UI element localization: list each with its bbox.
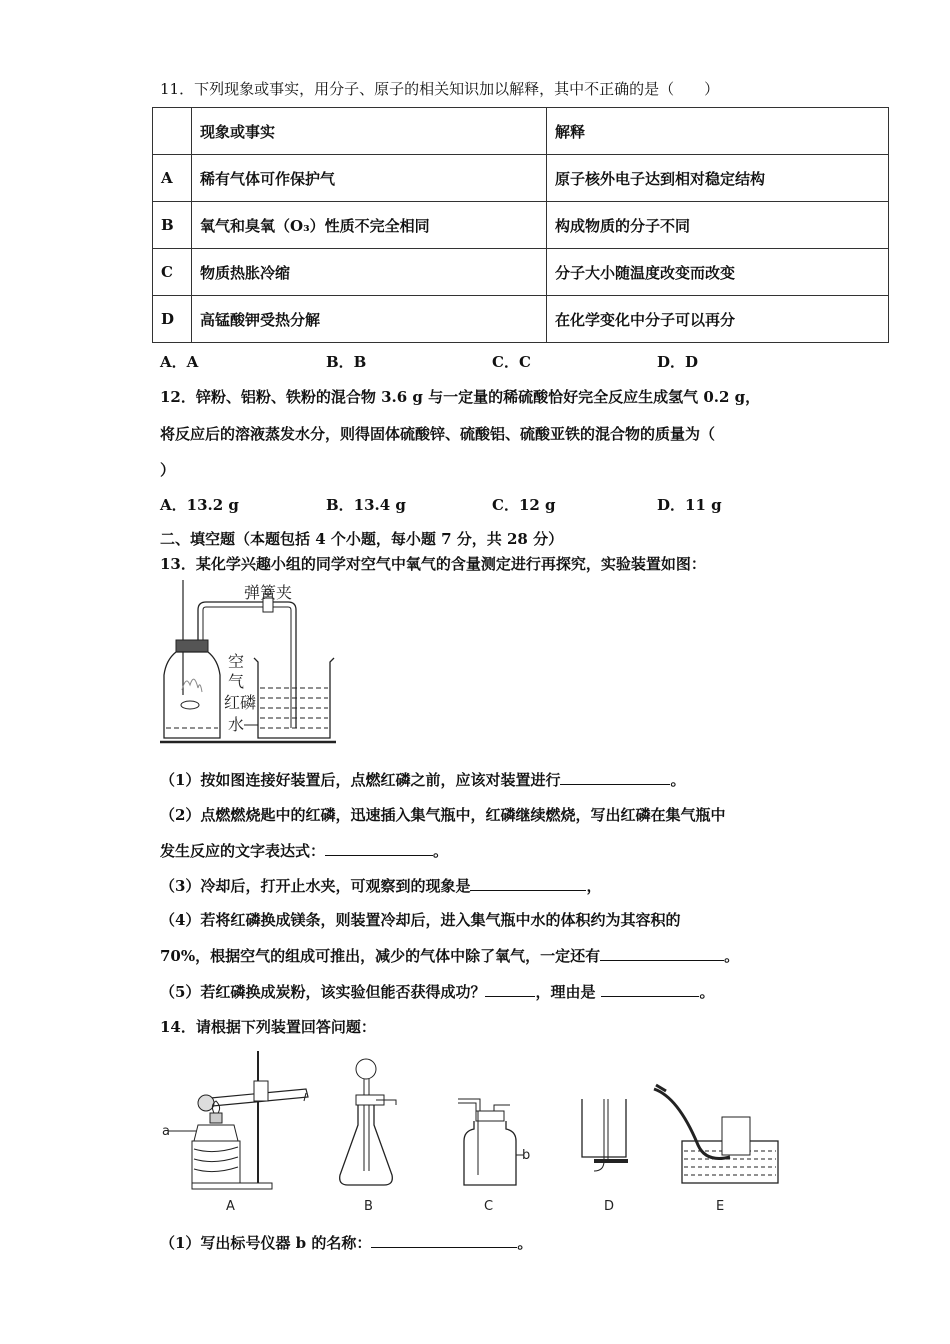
section-heading: 二、填空题（本题包括 4 个小题，每小题 7 分，共 28 分）	[160, 530, 564, 548]
apparatus-d	[582, 1099, 628, 1171]
q13-p2b	[160, 840, 448, 861]
q14-apparatus-figure	[158, 1045, 788, 1217]
q13-p3-end: ，	[586, 877, 602, 895]
q13-p3-text: （3）冷却后，打开止水夹，可观察到的现象是	[160, 877, 471, 895]
combustion-spoon	[181, 701, 199, 709]
table-header: 解释	[547, 108, 889, 155]
q13-p5	[160, 981, 714, 1002]
table-cell: D	[153, 296, 192, 343]
q13-p1	[160, 769, 685, 790]
beaker-water	[260, 688, 328, 728]
table-row	[153, 108, 889, 155]
table-cell: B	[153, 202, 192, 249]
gas-bottle	[164, 652, 220, 738]
answer-blank[interactable]	[601, 982, 699, 997]
table-row	[153, 296, 889, 343]
figure-label-d: D	[604, 1199, 615, 1214]
q12-option-d[interactable]: D．11 g	[657, 496, 722, 514]
table-cell: 分子大小随温度改变而改变	[547, 249, 889, 296]
apparatus-a	[168, 1051, 308, 1189]
q13-p4a: （4）若将红磷换成镁条，则装置冷却后，进入集气瓶中水的体积约为其容积的	[160, 911, 681, 929]
table-cell: 物质热胀冷缩	[192, 249, 547, 296]
apparatus-e	[654, 1085, 778, 1183]
q13-p2b-text: 发生反应的文字表达式：	[160, 842, 326, 860]
q13-p4b	[160, 945, 739, 966]
q14-p1-text: （1）写出标号仪器 b 的名称：	[160, 1234, 372, 1252]
q13-p4-end: 。	[724, 947, 740, 965]
table-cell: 构成物质的分子不同	[547, 202, 889, 249]
q11-option-c[interactable]: C．C	[492, 353, 531, 371]
table-cell: 高锰酸钾受热分解	[192, 296, 547, 343]
label-a-marker: a	[162, 1124, 170, 1139]
table-cell: 稀有气体可作保护气	[192, 155, 547, 202]
answer-blank[interactable]	[325, 841, 433, 856]
clamp-label: 弹簧夹	[244, 583, 293, 602]
q13-p2-end: 。	[433, 842, 449, 860]
answer-blank[interactable]	[560, 770, 670, 785]
q13-p3	[160, 875, 601, 896]
table-cell: 原子核外电子达到相对稳定结构	[547, 155, 889, 202]
answer-blank[interactable]	[371, 1233, 517, 1248]
q14-p1	[160, 1232, 532, 1253]
table-row	[153, 202, 889, 249]
answer-blank[interactable]	[485, 982, 535, 997]
q12-option-b[interactable]: B．13.4 g	[326, 496, 406, 514]
q12-line2: 将反应后的溶液蒸发水分，则得固体硫酸锌、硫酸铝、硫酸亚铁的混合物的质量为（	[160, 425, 716, 443]
q12-line3: ）	[160, 461, 176, 479]
answer-blank[interactable]	[470, 876, 586, 891]
table-cell: A	[153, 155, 192, 202]
q13-apparatus-figure	[158, 580, 343, 746]
q13-stem: 13．某化学兴趣小组的同学对空气中氧气的含量测定进行再探究，实验装置如图：	[160, 555, 706, 573]
q11-table	[152, 107, 889, 343]
q12-line1: 12．锌粉、铝粉、铁粉的混合物 3.6 g 与一定量的稀硫酸恰好完全反应生成氢气 0.2 g，	[160, 388, 761, 406]
q13-p4b-text: 70%，根据空气的组成可推出，减少的气体中除了氧气，一定还有	[160, 947, 601, 965]
figure-label-e: E	[716, 1199, 725, 1214]
q11-option-d[interactable]: D．D	[657, 353, 699, 371]
air-label-2: 气	[228, 672, 245, 691]
q11-stem: 11．下列现象或事实，用分子、原子的相关知识加以解释，其中不正确的是（ ）	[160, 80, 720, 98]
flame-icon	[182, 679, 202, 692]
answer-blank[interactable]	[600, 946, 724, 961]
phosphorus-label: 红磷	[224, 693, 257, 712]
table-row	[153, 155, 889, 202]
water-label: 水	[228, 715, 245, 734]
q13-p2a: （2）点燃燃烧匙中的红磷，迅速插入集气瓶中，红磷继续燃烧，写出红磷在集气瓶中	[160, 806, 726, 824]
figure-label-b: B	[364, 1199, 373, 1214]
q13-p5-text: （5）若红磷换成炭粉，该实验但能否获得成功？	[160, 983, 486, 1001]
apparatus-b	[340, 1059, 396, 1185]
q14-p1-end: 。	[517, 1234, 533, 1252]
air-label-1: 空	[228, 652, 245, 671]
figure-label-c: C	[484, 1199, 494, 1214]
figure-label-a: A	[226, 1199, 235, 1214]
q11-option-a[interactable]: A．A	[160, 353, 199, 371]
table-cell: 氧气和臭氧（O₃）性质不完全相同	[192, 202, 547, 249]
q13-p5-end: 。	[699, 983, 715, 1001]
apparatus-c	[458, 1099, 524, 1185]
q13-p5-mid: ，理由是	[535, 983, 596, 1001]
q12-option-c[interactable]: C．12 g	[492, 496, 556, 514]
q12-option-a[interactable]: A．13.2 g	[160, 496, 239, 514]
q13-p1-end: 。	[670, 771, 686, 789]
table-cell: C	[153, 249, 192, 296]
label-b-marker: b	[522, 1148, 531, 1163]
stopper	[176, 640, 208, 652]
q11-option-b[interactable]: B．B	[326, 353, 367, 371]
table-cell	[153, 108, 192, 155]
table-header: 现象或事实	[192, 108, 547, 155]
table-row	[153, 249, 889, 296]
table-cell: 在化学变化中分子可以再分	[547, 296, 889, 343]
q13-p1-text: （1）按如图连接好装置后，点燃红磷之前，应该对装置进行	[160, 771, 561, 789]
q14-stem: 14．请根据下列装置回答问题：	[160, 1018, 376, 1036]
